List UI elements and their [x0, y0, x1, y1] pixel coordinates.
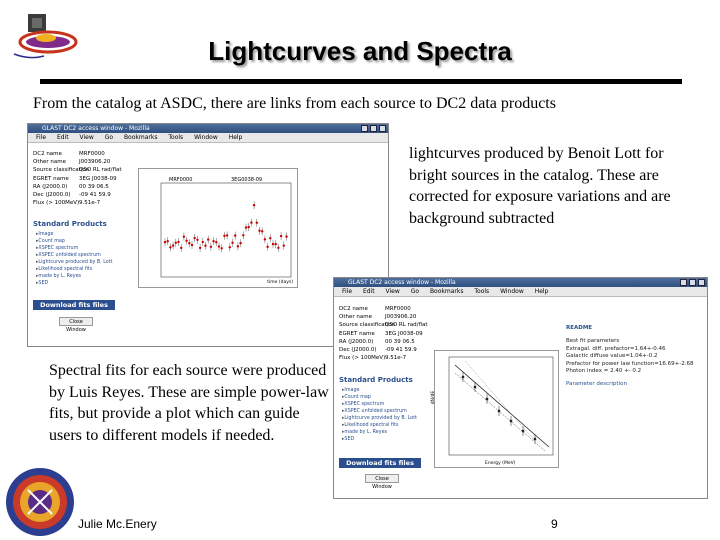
lightcurve-chart: [139, 169, 297, 287]
link-likelihood-fits[interactable]: ▸ Likelihood spectral fits: [36, 266, 112, 273]
window-title: GLAST DC2 access window - Mozilla: [42, 125, 150, 132]
link-lightcurve[interactable]: ▸ Lightcurve provided by B. Lott: [342, 415, 417, 422]
link-sed[interactable]: ▸ SED: [36, 280, 112, 287]
lightcurve-point: [180, 247, 182, 249]
lightcurve-point: [223, 235, 225, 237]
lightcurve-point: [183, 235, 185, 237]
menu-go[interactable]: Go: [410, 288, 420, 295]
field-value: 00 39 06.5: [79, 183, 109, 190]
plot-frame: [449, 357, 553, 455]
lightcurve-point: [177, 241, 179, 243]
menu-bookmarks[interactable]: Bookmarks: [123, 134, 158, 141]
spectrum-chart: [435, 351, 558, 467]
maximize-icon[interactable]: [370, 125, 377, 132]
lightcurve-description: lightcurves produced by Benoit Lott for bright sources in the catalog. These are corrected for exposure variations and are background subtracted: [409, 145, 671, 227]
result-line: Galactic diffuse value=1.04+-0.2: [566, 353, 658, 360]
plot-x-label: time (days): [267, 280, 293, 285]
close-icon[interactable]: [698, 279, 705, 286]
spectrum-point: [510, 420, 512, 422]
lightcurve-point: [199, 247, 201, 249]
close-window-button[interactable]: Close Window: [365, 474, 399, 483]
field-label: RA (J2000.0): [33, 183, 68, 190]
lightcurve-point: [204, 245, 206, 247]
field-label: EGRET name: [33, 175, 69, 182]
link-xspec-spectrum[interactable]: ▸ XSPEC spectrum: [342, 401, 417, 408]
intro-text: From the catalog at ASDC, there are links from each source to DC2 data products: [33, 95, 556, 112]
spectrum-plot: [431, 350, 559, 468]
standard-products-heading: Standard Products: [339, 376, 413, 384]
result-line: Prefactor for power law function=16.69+-2.68: [566, 360, 694, 367]
result-line: Photon index = 2.40 +- 0.2: [566, 368, 642, 375]
lightcurve-point: [258, 230, 260, 232]
minimize-icon[interactable]: [361, 125, 368, 132]
menu-window[interactable]: Window: [194, 134, 218, 141]
field-value: 3EG J0038-09: [385, 330, 423, 337]
menu-edit[interactable]: Edit: [56, 134, 69, 141]
field-value: J003906.20: [79, 159, 111, 166]
spectrum-point: [498, 410, 500, 412]
menu-help[interactable]: Help: [228, 134, 243, 141]
field-label: EGRET name: [339, 330, 375, 337]
slide-title: Lightcurves and Spectra: [208, 36, 512, 66]
spectral-description: Spectral fits for each source were produced by Luis Reyes. These are simple power-law fits, but provide a plot which can guide users to different models if needed.: [49, 362, 329, 444]
standard-products-heading: Standard Products: [33, 220, 107, 228]
link-xspec-unfolded[interactable]: ▸ XSPEC unfolded spectrum: [342, 408, 417, 415]
lightcurve-point: [256, 222, 258, 224]
author-name: Julie Mc.Enery: [78, 517, 157, 531]
field-value: 3EG J0038-09: [79, 175, 117, 182]
menu-edit[interactable]: Edit: [362, 288, 375, 295]
download-fits-button[interactable]: Download fits files: [339, 458, 421, 468]
field-label: Flux (> 100MeV): [339, 355, 386, 362]
lightcurve-point: [242, 234, 244, 236]
lightcurve-point: [185, 240, 187, 242]
spectrum-point: [522, 430, 524, 432]
lightcurve-point: [231, 242, 233, 244]
field-value: QSO RL rad/flat: [385, 322, 428, 329]
menu-help[interactable]: Help: [534, 288, 549, 295]
lightcurve-point: [266, 246, 268, 248]
product-links: [36, 231, 112, 287]
lightcurve-point: [229, 246, 231, 248]
spectrum-point: [474, 386, 476, 388]
link-xspec-unfolded[interactable]: ▸ XSPEC unfolded spectrum: [36, 252, 112, 259]
field-label: RA (J2000.0): [339, 338, 374, 345]
field-label: DC2 name: [339, 306, 368, 312]
menu-view[interactable]: View: [385, 288, 400, 295]
spectrum-point: [534, 438, 536, 440]
menu-tools[interactable]: Tools: [474, 288, 490, 295]
field-label: DC2 name: [33, 151, 62, 157]
page-number: 9: [551, 517, 558, 531]
lightcurve-point: [172, 244, 174, 246]
lightcurve-point: [280, 235, 282, 237]
lightcurve-point: [277, 247, 279, 249]
lightcurve-point: [164, 241, 166, 243]
plot-y-label: dN/dE: [431, 390, 437, 405]
lightcurve-point: [250, 221, 252, 223]
link-image[interactable]: ▸ Image: [342, 387, 417, 394]
lightcurve-point: [202, 241, 204, 243]
lightcurve-point: [261, 230, 263, 232]
window-title: GLAST DC2 access window - Mozilla: [348, 279, 456, 286]
lightcurve-point: [239, 242, 241, 244]
title-divider: [40, 79, 682, 84]
field-label: Dec (J2000.0): [33, 192, 71, 199]
field-value: 9.51e-7: [385, 355, 407, 362]
lightcurve-point: [167, 240, 169, 242]
lightcurve-point: [196, 239, 198, 241]
link-image[interactable]: ▸ Image: [36, 231, 112, 238]
link-likelihood-fits[interactable]: ▸ Likelihood spectral fits: [342, 422, 417, 429]
field-value: -09 41 59.9: [79, 192, 111, 199]
lightcurve-point: [234, 234, 236, 236]
product-links: [342, 387, 417, 443]
lightcurve-point: [207, 238, 209, 240]
lightcurve-point: [188, 242, 190, 244]
link-xspec-spectrum[interactable]: ▸ XSPEC spectrum: [36, 245, 112, 252]
source-info: [339, 305, 428, 362]
field-label: Other name: [339, 314, 372, 321]
lightcurve-point: [264, 238, 266, 240]
lightcurve-point: [210, 246, 212, 248]
link-count-map[interactable]: ▸ Count map: [36, 238, 112, 245]
field-label: Source classification: [33, 167, 90, 174]
lightcurve-point: [285, 235, 287, 237]
menu-go[interactable]: Go: [104, 134, 114, 141]
field-value: -09 41 59.9: [385, 347, 417, 354]
plot-source-label: MRF0000: [169, 177, 193, 183]
lightcurve-point: [175, 242, 177, 244]
lightcurve-point: [212, 240, 214, 242]
menu-bar: [334, 287, 707, 297]
plot-egret-label: 3EG0038-09: [231, 177, 263, 183]
field-label: Dec (J2000.0): [339, 347, 377, 354]
menu-file[interactable]: File: [36, 134, 47, 141]
link-reyes[interactable]: ▸ made by L. Reyes: [342, 429, 417, 436]
lightcurve-point: [283, 244, 285, 246]
result-line: Extragal. diff. prefactor=1.64+-0.46: [566, 345, 666, 352]
menu-bar: [28, 133, 388, 143]
lightcurve-point: [218, 245, 220, 247]
link-sed[interactable]: ▸ SED: [342, 436, 417, 443]
lightcurve-point: [237, 245, 239, 247]
fit-results: [566, 325, 693, 389]
link-count-map[interactable]: ▸ Count map: [342, 394, 417, 401]
field-value: MRF0000: [79, 151, 105, 157]
lightcurve-point: [275, 243, 277, 245]
results-header: Best fit parameters: [566, 338, 620, 345]
menu-view[interactable]: View: [79, 134, 94, 141]
field-value: J003906.20: [385, 314, 417, 321]
window-title-bar[interactable]: [28, 124, 388, 133]
menu-file[interactable]: File: [342, 288, 353, 295]
close-icon[interactable]: [379, 125, 386, 132]
field-label: Flux (> 100MeV): [33, 200, 80, 207]
lightcurve-point: [272, 243, 274, 245]
lightcurve-point: [215, 241, 217, 243]
readme-link[interactable]: README: [566, 325, 593, 331]
field-value: 00 39 06.5: [385, 338, 415, 345]
lightcurve-point: [169, 246, 171, 248]
window-title-bar[interactable]: [334, 278, 707, 287]
link-reyes[interactable]: ▸ made by L. Reyes: [36, 273, 112, 280]
fit-line-alt: [465, 361, 535, 441]
plot-frame: [161, 183, 291, 277]
field-value: MRF0000: [385, 306, 411, 312]
lightcurve-point: [253, 204, 255, 206]
lightcurve-point: [191, 244, 193, 246]
plot-x-label: Energy (MeV): [485, 461, 516, 466]
lightcurve-point: [221, 247, 223, 249]
field-value: 9.51e-7: [79, 200, 101, 207]
menu-tools[interactable]: Tools: [168, 134, 184, 141]
lightcurve-point: [269, 237, 271, 239]
lightcurve-point: [248, 226, 250, 228]
field-label: Source classification: [339, 322, 396, 329]
lightcurve-point: [194, 237, 196, 239]
spectrum-point: [486, 398, 488, 400]
field-label: Other name: [33, 159, 66, 166]
close-window-button[interactable]: Close Window: [59, 317, 93, 326]
minimize-icon[interactable]: [680, 279, 687, 286]
lightcurve-plot: [138, 168, 298, 288]
dc2-challenge-logo-icon: [4, 466, 76, 538]
field-value: QSO RL rad/flat: [79, 167, 122, 174]
link-lightcurve[interactable]: ▸ Lightcurve produced by B. Lott: [36, 259, 112, 266]
maximize-icon[interactable]: [689, 279, 696, 286]
menu-window[interactable]: Window: [500, 288, 524, 295]
lightcurve-point: [245, 226, 247, 228]
download-fits-button[interactable]: Download fits files: [33, 300, 115, 310]
spectrum-point: [462, 376, 464, 378]
spectrum-browser-window: [333, 277, 708, 499]
parameter-description-link[interactable]: Parameter description: [566, 381, 627, 388]
menu-bookmarks[interactable]: Bookmarks: [429, 288, 464, 295]
lightcurve-point: [226, 234, 228, 236]
source-info: [33, 150, 122, 207]
